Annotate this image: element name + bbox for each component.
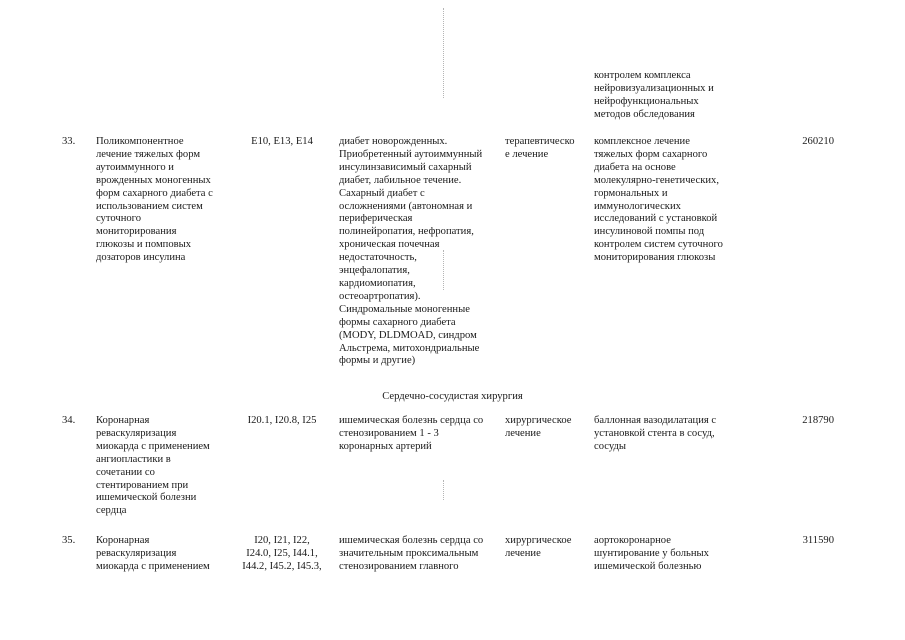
patient-model: ишемическая болезнь сердца со значительным проксимальным стенозированием главного bbox=[339, 535, 484, 572]
cost-value: 218790 bbox=[802, 415, 834, 426]
treatment-method: аортокоронарное шунтирование у больных ишемической болезнью bbox=[594, 535, 709, 572]
patient-model: ишемическая болезнь сердца со стенозированием 1 - 3 коронарных артерий bbox=[339, 415, 484, 452]
care-type-name: Поликомпонентное лечение тяжелых форм аутоиммунного и врожденных моногенных форм сахарного диабета с использованием систем суточного мониторирования глюкозы и помповых дозаторов инсулина bbox=[96, 136, 213, 264]
row-number: 33. bbox=[62, 136, 76, 147]
cost-value: 311590 bbox=[802, 535, 834, 546]
icd-codes: I20, I21, I22, I24.0, I25, I44.1, I44.2, I45.2, I45.3, bbox=[242, 535, 322, 572]
cost-value: 260210 bbox=[802, 136, 834, 147]
icd-codes: E10, E13, E14 bbox=[251, 136, 313, 147]
treatment-type: хирургическое лечение bbox=[505, 535, 572, 559]
treatment-type: хирургическое лечение bbox=[505, 415, 572, 439]
scan-artifact bbox=[443, 8, 444, 98]
patient-model: диабет новорожденных. Приобретенный аутоиммунный инсулинзависимый сахарный диабет, лабильное течение. Сахарный диабет с осложнениями (автономная и периферическая полинейропатия, нефропатия, хроническая почечная недостаточность, энцефалопатия, кардиомиопатия, остеоартропатия). Синдромальные моногенные формы сахарного диабета (MODY, DLDMOAD, синдром Альстрема, митохондриальные формы и другие) bbox=[339, 136, 483, 367]
care-type-name: Коронарная реваскуляризация миокарда с применением ангиопластики в сочетании со стентированием при ишемической болезни сердца bbox=[96, 415, 210, 517]
care-type-name: Коронарная реваскуляризация миокарда с применением bbox=[96, 535, 210, 572]
icd-codes: I20.1, I20.8, I25 bbox=[247, 415, 317, 426]
scan-artifact bbox=[443, 480, 444, 500]
row-number: 34. bbox=[62, 415, 76, 426]
treatment-type: терапевтическо е лечение bbox=[505, 136, 575, 160]
treatment-method: баллонная вазодилатация с установкой стента в сосуд, сосуды bbox=[594, 415, 717, 452]
continuation-method-cell: контролем комплекса нейровизуализационных и нейрофункциональных методов обследования bbox=[594, 70, 714, 120]
section-title: Сердечно-сосудистая хирургия bbox=[382, 391, 523, 402]
treatment-method: комплексное лечение тяжелых форм сахарного диабета на основе молекулярно-генетических, гормональных и иммунологических исследований с установкой инсулиновой помпы под контролем систем суточного мониторирования глюкозы bbox=[594, 136, 723, 264]
row-number: 35. bbox=[62, 535, 76, 546]
